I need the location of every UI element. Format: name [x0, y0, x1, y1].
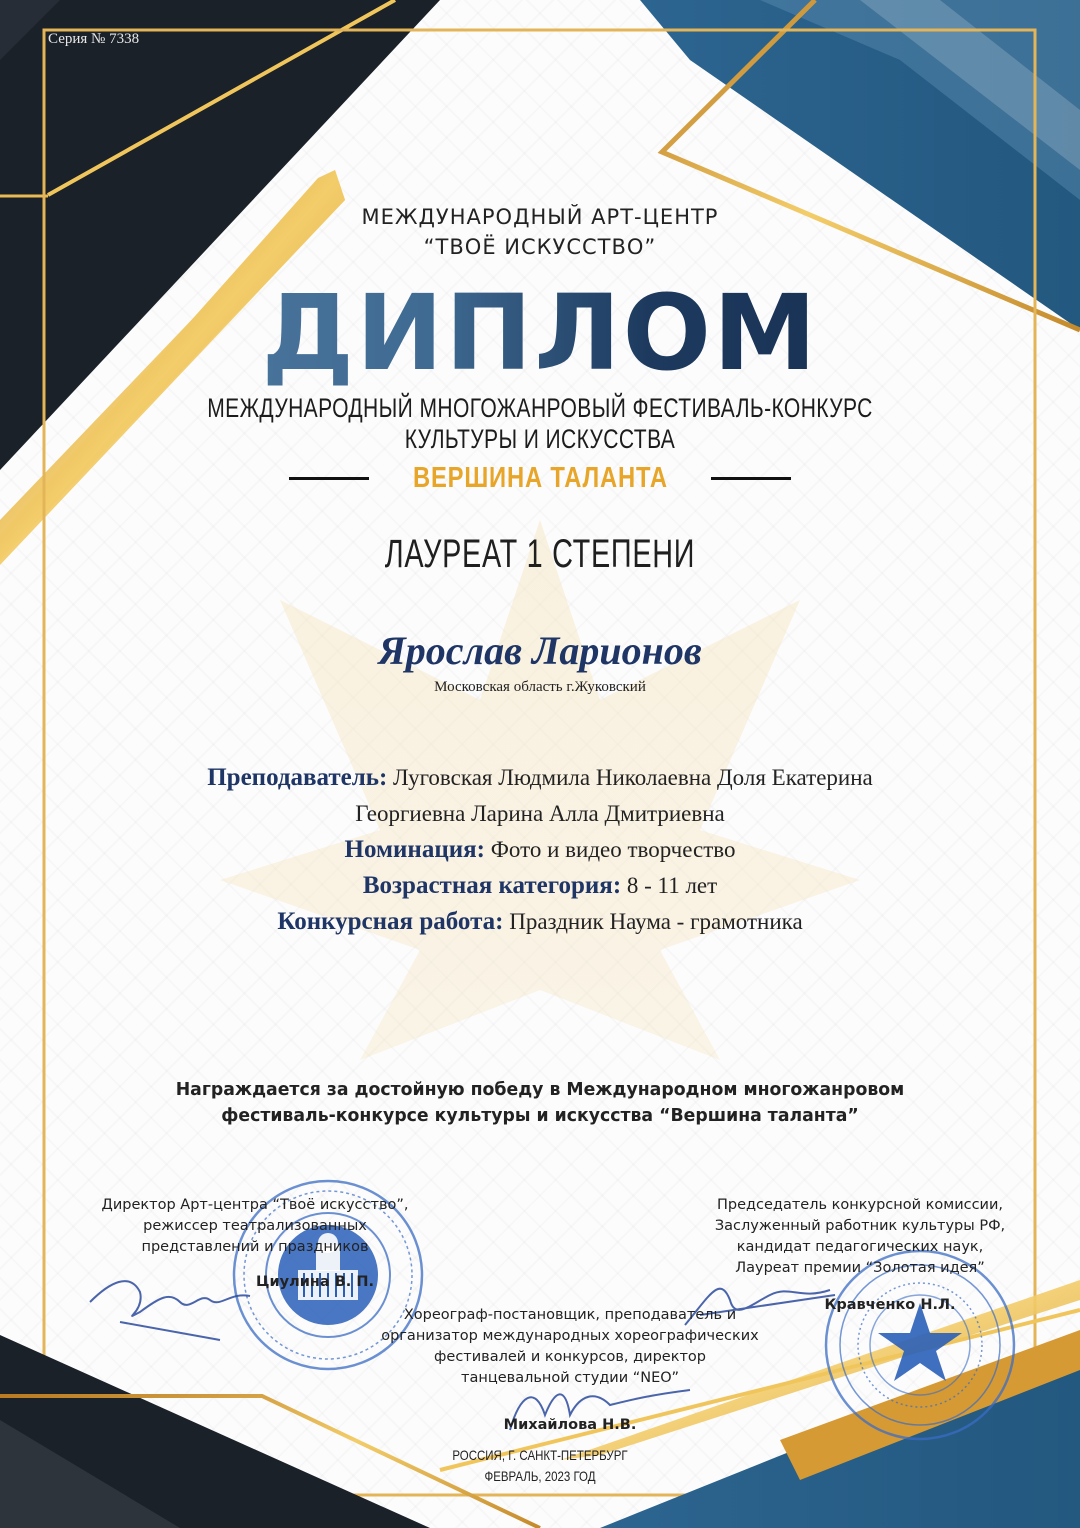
age-value: 8 - 11 лет: [626, 873, 718, 898]
organizer-line-1: МЕЖДУНАРОДНЫЙ АРТ-ЦЕНТР: [361, 205, 719, 229]
award-text-line-2: фестиваль-конкурсе культуры и искусства “Вершина таланта”: [221, 1105, 859, 1126]
signatory-right-line-4: Лауреат премии “Золотая идея”: [735, 1260, 985, 1276]
work-value: Праздник Наума - грамотника: [509, 909, 803, 934]
award-text-line-1: Награждается за достойную победу в Международном многожанровом: [175, 1079, 905, 1100]
series-number: Серия № 7338: [48, 31, 140, 47]
signatory-middle-line-2: организатор международных хореографических: [381, 1328, 759, 1344]
brand-divider-right: [711, 477, 791, 480]
teacher-row-cont: [140, 796, 940, 832]
nomination-row: [140, 832, 940, 868]
age-label: Возрастная категория:: [362, 872, 622, 899]
signatory-right: [690, 1195, 1030, 1316]
signatory-right-line-3: кандидат педагогических наук,: [736, 1239, 984, 1255]
award-text: [22, 1077, 1059, 1129]
diploma-title: ДИПЛОМ: [0, 278, 1080, 388]
teacher-value-1: Луговская Людмила Николаевна Доля Екатерина: [393, 765, 873, 790]
signatory-right-line-1: Председатель конкурсной комиссии,: [716, 1197, 1004, 1213]
signatory-left: [70, 1195, 440, 1293]
festival-brand: ВЕРШИНА ТАЛАНТА: [412, 462, 668, 494]
organizer-line-2: “ТВОЁ ИСКУССТВО”: [423, 235, 657, 259]
diploma-details: [140, 760, 940, 940]
signatory-left-name: Циулина В. П.: [256, 1274, 374, 1290]
signatory-right-name: Кравченко Н.Л.: [824, 1297, 956, 1313]
festival-line-2: КУЛЬТУРЫ И ИСКУССТВА: [404, 424, 676, 454]
age-row: [140, 868, 940, 904]
festival-line-1: МЕЖДУНАРОДНЫЙ МНОГОЖАНРОВЫЙ ФЕСТИВАЛЬ-КОНКУРС: [207, 393, 873, 423]
nomination-label: Номинация:: [344, 836, 485, 863]
signatory-middle-line-4: танцевальной студии “NEO”: [461, 1370, 679, 1386]
footer-location-date: [376, 1445, 704, 1487]
signatory-left-line-2: режиссер театрализованных: [143, 1218, 367, 1234]
award-level: ЛАУРЕАТ 1 СТЕПЕНИ: [384, 532, 696, 576]
work-label: Конкурсная работа:: [277, 908, 504, 935]
signatory-left-line-1: Директор Арт-центра “Твоё искусство”,: [101, 1197, 409, 1213]
festival-brand-row: [0, 462, 1080, 495]
footer-location: РОССИЯ, Г. САНКТ-ПЕТЕРБУРГ: [452, 1447, 628, 1463]
signatory-left-line-3: представлений и праздников: [141, 1239, 369, 1255]
recipient-name: Ярослав Ларионов: [378, 628, 702, 673]
brand-divider-left: [289, 477, 369, 480]
footer-date: ФЕВРАЛЬ, 2023 ГОД: [484, 1468, 596, 1484]
teacher-label: Преподаватель:: [207, 764, 388, 791]
signatory-middle: [370, 1305, 770, 1436]
signatory-middle-name: Михайлова Н.В.: [503, 1417, 637, 1433]
teacher-row: [140, 760, 940, 796]
signatory-middle-line-3: фестивалей и конкурсов, директор: [434, 1349, 706, 1365]
nomination-value: Фото и видео творчество: [490, 837, 736, 862]
signatory-middle-line-1: Хореограф-постановщик, преподаватель и: [403, 1307, 737, 1323]
teacher-value-2: Георгиевна Ларина Алла Дмитриевна: [355, 801, 725, 826]
signatory-right-line-2: Заслуженный работник культуры РФ,: [714, 1218, 1006, 1234]
work-row: [140, 904, 940, 940]
recipient-region: Московская область г.Жуковский: [434, 679, 646, 695]
